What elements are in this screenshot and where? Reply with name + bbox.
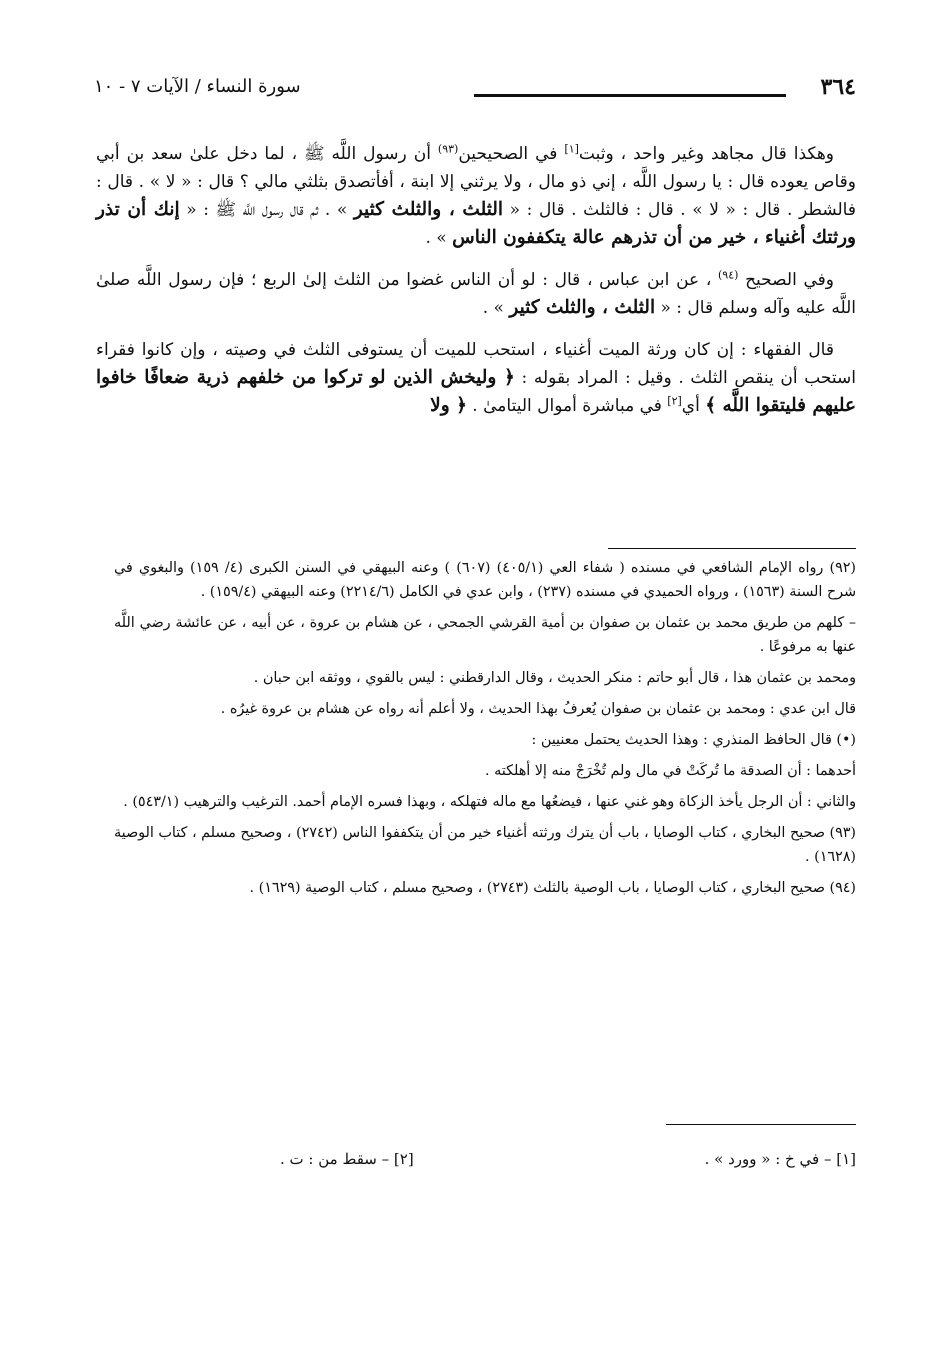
footnote-92-meaning-2: والثاني : أن الرجل يأخذ الزكاة وهو غني عنها ، فيضعُها مع ماله فتهلكه ، وبهذا فسره الإمام أحمد. الترغيب والترهيب (٥٤٣/١) . [123,794,856,810]
footnote-93: (٩٣) صحيح البخاري ، كتاب الوصايا ، باب أن يترك ورثته أغنياء خير من أن يتكففوا الناس (٢٧٤٢) ، وصحيح مسلم ، كتاب الوصية (١٦٢٨) . [114,825,856,865]
text-notes-divider [666,1124,856,1125]
quran-verse: ﴿ وليخش الذين لو تركوا من خلفهم ذرية ضعافًا خافوا عليهم فليتقوا اللَّه ﴾ [96,367,856,416]
header-rule [474,94,786,97]
footnote-94: (٩٤) صحيح البخاري ، كتاب الوصايا ، باب الوصية بالثلث (٢٧٤٣) ، وصحيح مسلم ، كتاب الوصية (١٦٢٩) . [249,880,856,896]
text-run: قال الفقهاء : إن كان ورثة الميت أغنياء ، استحب للميت أن يستوفى الثلث في وصيته ، وإن كانوا فقراء استحب أن ينقص الثلث . وقيل : المراد بقوله : [96,340,856,388]
footnote-92-narrator: ومحمد بن عثمان هذا ، قال أبو حاتم : منكر الحديث ، وقال الدارقطني : ليس بالقوي ، ووثقه ابن حبان . [253,670,856,686]
text-run: أن رسول اللَّه ﷺ ، لما دخل علىٰ سعد بن أبي وقاص يعوده قال : يا رسول اللَّه ، إني ذو مال ، ولا يرثني إلا ابنة ، أفأتصدق بثلثي مالي ؟ قال : « لا » . قال : فالشطر . قال : « لا » . قال : فالثلث . قال : « [96,144,856,220]
text-run: وفي الصحيح [738,270,834,290]
quran-verse: ﴿ ولا [430,395,467,416]
footnote-92-mundhiri: (•) قال الحافظ المنذري : وهذا الحديث يحتمل معنيين : [531,732,856,748]
footnote-92-ibn-adi: قال ابن عدي : ومحمد بن عثمان بن صفوان يُعرفُ بهذا الحديث ، ولا أعلم أنه رواه عن هشام بن عروة غيرُه . [220,701,856,717]
text-run: في مباشرة أموال اليتامىٰ . [466,396,668,416]
footnote-92: (٩٢) رواه الإمام الشافعي في مسنده ( شفاء العي (٤٠٥/١) (٦٠٧) ) وعنه البيهقي في السنن الكبرى (٤/ ١٥٩) والبغوي في شرح السنة (١٥٦٣) ، ورواه الحميدي في مسنده (٢٣٧) ، وابن عدي في الكامل (٢٢١٤/٦) وعنه البيهقي (١٥٩/٤) . [114,560,856,600]
paragraph-1 [96,140,856,252]
paragraph-3 [96,336,856,420]
main-text [96,140,856,434]
text-run: » . [482,298,510,318]
footnote-92-meaning-1: أحدهما : أن الصدقة ما تُركَتْ في مال ولم تُخْرَجْ منه إلا أهلكته . [485,763,856,779]
footnotes [114,556,856,907]
text-note-2: [٢] – سقط من : ت . [280,1150,414,1168]
page-header [94,74,856,110]
surah-title: سورة النساء / الآيات ٧ - ١٠ [94,76,301,97]
text-note-ref: [١] [564,142,579,156]
hadith-quote: الثلث ، والثلث كثير [353,199,504,220]
text-note-1: [١] – في خ : « وورد » . [704,1150,856,1168]
hadith-quote: الثلث ، والثلث كثير [509,297,656,318]
footnote-92-chain: – كلهم من طريق محمد بن عثمان بن صفوان بن أمية القرشي الجمحي ، عن هشام بن عروة ، عن أبيه ، عن عائشة رضي اللَّه عنها به مرفوعًا . [114,615,856,655]
footnote-ref: (٩٣) [437,142,459,156]
page-number: ٣٦٤ [820,74,856,100]
text-run: » . ثم قال رسول اللَّه ﷺ : « [179,200,354,220]
text-run: » . [425,228,453,248]
text-note-ref: [٢] [667,394,682,408]
paragraph-2 [96,266,856,322]
footnote-divider [608,548,856,549]
text-run: في الصحيحين [458,144,565,164]
footnote-ref: (٩٤) [717,268,739,282]
text-run: أي [681,396,706,416]
text-run: وهكذا قال مجاهد وغير واحد ، وثبت [578,144,834,164]
hadith-quote: إنك أن تذر ورثتك أغنياء ، خير من أن تذرهم عالة يتكففون الناس [96,199,856,248]
text-run: ، عن ابن عباس ، قال : لو أن الناس غضوا من الثلث إلىٰ الربع ؛ فإن رسول اللَّه صلىٰ اللَّه عليه وآله وسلم قال : « [96,270,856,318]
